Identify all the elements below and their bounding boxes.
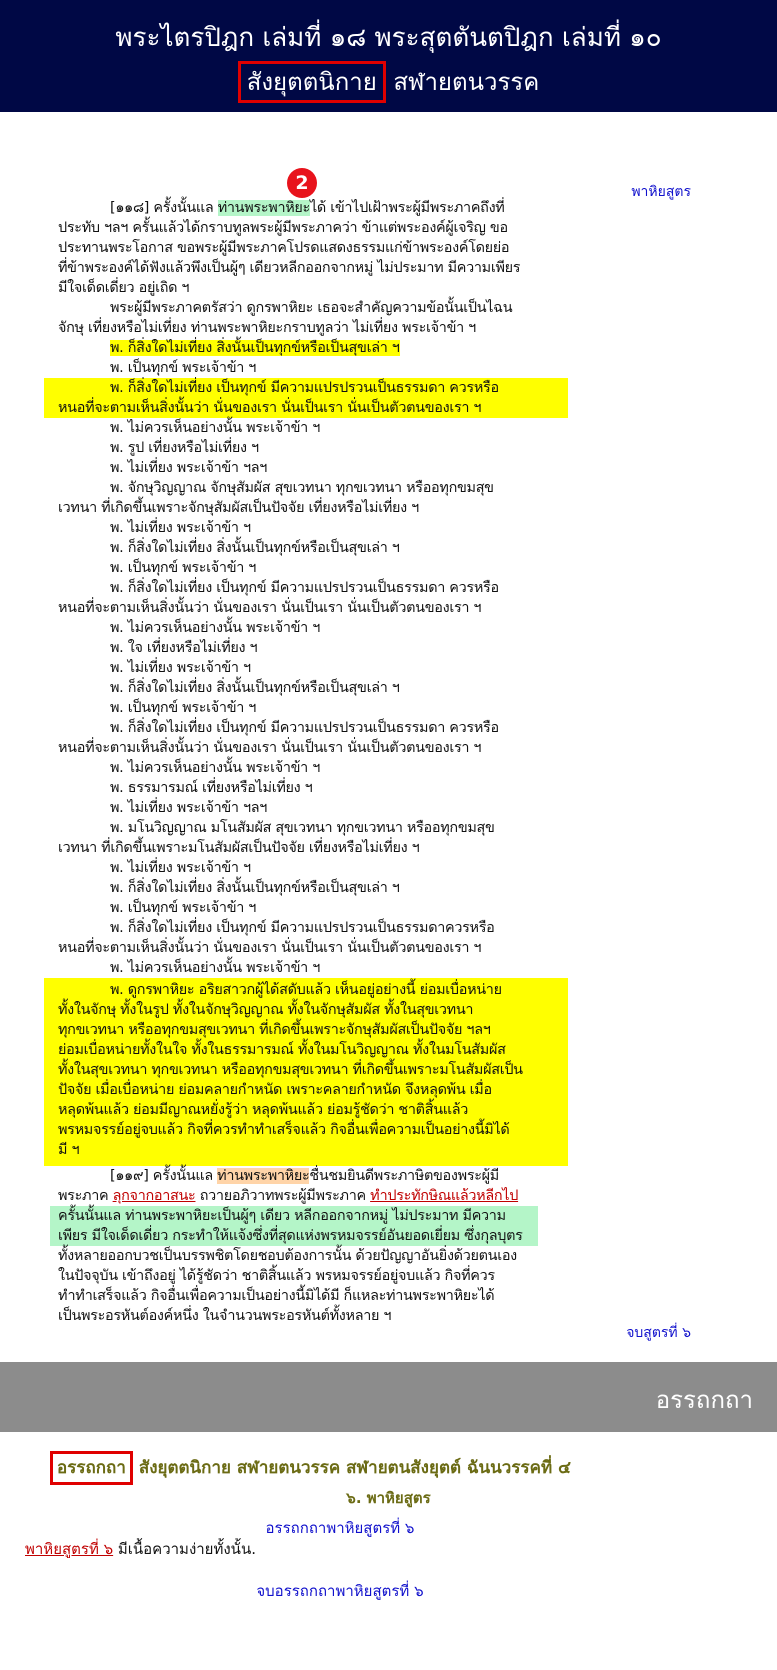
text-line: ครั้นนั้นแล ท่านพระพาหิยะเป็นผู้ๆ เดียว หลีกออกจากหมู่ ไม่ประมาท มีความ bbox=[58, 1208, 506, 1224]
text-line: พ. จักษุวิญญาณ จักษุสัมผัส สุขเวทนา ทุกขเวทนา หรืออทุกขมสุข bbox=[110, 480, 494, 496]
text-line: พ. ใจ เที่ยงหรือไม่เที่ยง ฯ bbox=[110, 640, 258, 656]
atthakatha-bar bbox=[0, 1362, 777, 1432]
vagga-name: สฬายตนวรรค bbox=[385, 68, 540, 96]
text-line: พรหมจรรย์อยู่จบแล้ว กิจที่ควรทำทำเสร็จแล้ว กิจอื่นเพื่อความเป็นอย่างนี้มิได้ bbox=[58, 1122, 510, 1138]
text-line: เพียร มีใจเด็ดเดี่ยว กระทำให้แจ้งซึ่งที่สุดแห่งพรหมจรรย์อันยอดเยี่ยม ซึ่งกุลบุตร bbox=[58, 1228, 523, 1244]
text-line: พ. ไม่เที่ยง พระเจ้าข้า ฯลฯ bbox=[110, 800, 268, 816]
text-line: พ. ไม่ควรเห็นอย่างนั้น พระเจ้าข้า ฯ bbox=[110, 960, 321, 976]
text-line: หนอที่จะตามเห็นสิ่งนั้นว่า นั่นของเรา นั่นเป็นเรา นั่นเป็นตัวตนของเรา ฯ bbox=[58, 740, 482, 756]
text-line: พ. รูป เที่ยงหรือไม่เที่ยง ฯ bbox=[110, 440, 259, 456]
sutta-ref-link[interactable]: พาหิยสูตรที่ ๖ bbox=[25, 1540, 114, 1558]
text-line: พ. ก็สิ่งใดไม่เที่ยง เป็นทุกข์ มีความแปรปรวนเป็นธรรมดา ควรหรือ bbox=[110, 720, 499, 736]
text-line: หนอที่จะตามเห็นสิ่งนั้นว่า นั่นของเรา นั่นเป็นเรา นั่นเป็นตัวตนของเรา ฯ bbox=[58, 600, 482, 616]
atthakatha-highlight-box: อรรถกถา bbox=[50, 1451, 133, 1485]
header-title: พระไตรปิฎก เล่มที่ ๑๘ พระสุตตันตปิฎก เล่มที่ ๑๐ bbox=[115, 23, 662, 53]
text-line: พ. ก็สิ่งใดไม่เที่ยง เป็นทุกข์ มีความแปรปรวนเป็นธรรมดาควรหรือ bbox=[110, 920, 495, 936]
text-line: พ. ไม่เที่ยง พระเจ้าข้า ฯ bbox=[110, 860, 251, 876]
text-line bbox=[58, 338, 538, 358]
text-line: ทั้งหลายออกบวชเป็นบรรพชิตโดยชอบต้องการนั้น ด้วยปัญญาอันยิ่งด้วยตนเอง bbox=[58, 1248, 517, 1264]
text-line: ปัจจัย เมื่อเบื่อหน่าย ย่อมคลายกำหนัด เพราะคลายกำหนัด จึงหลุดพ้น เมื่อ bbox=[58, 1082, 492, 1098]
text-line: พ. เป็นทุกข์ พระเจ้าข้า ฯ bbox=[110, 360, 257, 376]
sutta-body bbox=[58, 198, 538, 1326]
bahiya-highlight: ท่านพระพาหิยะ bbox=[217, 1168, 310, 1184]
text-line: พ. เป็นทุกข์ พระเจ้าข้า ฯ bbox=[110, 900, 257, 916]
text-line: พ. ไม่เที่ยง พระเจ้าข้า ฯ bbox=[110, 660, 251, 676]
atthakatha-line: พาหิยสูตรที่ ๖ มีเนื้อความง่ายทั้งนั้น. bbox=[25, 1540, 256, 1558]
atthakatha-section-link[interactable]: อรรถกถาพาหิยสูตรที่ ๖ bbox=[265, 1519, 415, 1537]
step-badge: 2 bbox=[287, 168, 317, 198]
text-line: ทั้งในสุขเวทนา ทุกขเวทนา หรืออทุกขมสุขเวทนา ที่เกิดขึ้นเพราะมโนสัมผัสเป็น bbox=[58, 1062, 523, 1078]
text-line: มีใจเด็ดเดี่ยว อยู่เถิด ฯ bbox=[58, 280, 190, 296]
text-line: พ. ไม่ควรเห็นอย่างนั้น พระเจ้าข้า ฯ bbox=[110, 420, 321, 436]
text-line: ประทานพระโอกาส ขอพระผู้มีพระภาคโปรดแสดงธรรมแก่ข้าพระองค์โดยย่อ bbox=[58, 240, 510, 256]
text-line: จักษุ เที่ยงหรือไม่เที่ยง ท่านพระพาหิยะกราบทูลว่า ไม่เที่ยง พระเจ้าข้า ฯ bbox=[58, 320, 476, 336]
text-line: พ. ธรรมารมณ์ เที่ยงหรือไม่เที่ยง ฯ bbox=[110, 780, 313, 796]
page-header bbox=[0, 0, 777, 112]
atthakatha-subtitle: ๖. พาหิยสูตร bbox=[346, 1489, 431, 1507]
text-line: พ. เป็นทุกข์ พระเจ้าข้า ฯ bbox=[110, 700, 257, 716]
text-line: ในปัจจุบัน เข้าถึงอยู่ ได้รู้ชัดว่า ชาติสิ้นแล้ว พรหมจรรย์อยู่จบแล้ว กิจที่ควร bbox=[58, 1268, 495, 1284]
text-line: หนอที่จะตามเห็นสิ่งนั้นว่า นั่นของเรา นั่นเป็นเรา นั่นเป็นตัวตนของเรา ฯ bbox=[58, 400, 482, 416]
text-line: พ. ก็สิ่งใดไม่เที่ยง สิ่งนั้นเป็นทุกข์หรือเป็นสุขเล่า ฯ bbox=[110, 680, 400, 696]
underlined-phrase[interactable]: ทำประทักษิณแล้วหลีกไป bbox=[370, 1188, 519, 1204]
attainment-highlight bbox=[50, 1206, 538, 1246]
header-subtitle bbox=[0, 61, 777, 103]
atthakatha-bar-title[interactable]: อรรถกถา bbox=[655, 1386, 753, 1414]
text-line: [๑๑๙] ครั้งนั้นแล ท่านพระพาหิยะชื่นชมยินดีพระภาษิตของพระผู้มี bbox=[110, 1168, 499, 1184]
text-line: ทั้งในจักษุ ทั้งในรูป ทั้งในจักษุวิญญาณ ทั้งในจักษุสัมผัส ทั้งในสุขเวทนา bbox=[58, 1002, 474, 1018]
text-line: พ. ก็สิ่งใดไม่เที่ยง เป็นทุกข์ มีความแปรปรวนเป็นธรรมดา ควรหรือ bbox=[110, 380, 499, 396]
text-line: มี ฯ bbox=[58, 1142, 80, 1158]
text-line: ประทับ ฯลฯ ครั้นแล้วได้กราบทูลพระผู้มีพระภาคว่า ข้าแต่พระองค์ผู้เจริญ ขอ bbox=[58, 220, 508, 236]
text-line: พ. ไม่ควรเห็นอย่างนั้น พระเจ้าข้า ฯ bbox=[110, 620, 321, 636]
text-line: หนอที่จะตามเห็นสิ่งนั้นว่า นั่นของเรา นั่นเป็นเรา นั่นเป็นตัวตนของเรา ฯ bbox=[58, 940, 482, 956]
atthakatha-title: อรรถกถา สังยุตตนิกาย สฬายตนวรรค สฬายตนสังยุตต์ ฉันนวรรคที่ ๔ bbox=[50, 1451, 700, 1485]
end-sutta-link[interactable]: จบสูตรที่ ๖ bbox=[626, 1325, 691, 1341]
text-line: พระผู้มีพระภาคตรัสว่า ดูกรพาหิยะ เธอจะสำคัญความข้อนั้นเป็นไฉน bbox=[110, 300, 513, 316]
text-line: ย่อมเบื่อหน่ายทั้งในใจ ทั้งในธรรมารมณ์ ทั้งในมโนวิญญาณ ทั้งในมโนสัมผัส bbox=[58, 1042, 506, 1058]
text-line: พ. ก็สิ่งใดไม่เที่ยง สิ่งนั้นเป็นทุกข์หรือเป็นสุขเล่า ฯ bbox=[110, 540, 400, 556]
conclusion-highlight bbox=[44, 978, 568, 1166]
text-line: ทุกขเวทนา หรืออทุกขมสุขเวทนา ที่เกิดขึ้นเพราะจักษุสัมผัสเป็นปัจจัย ฯลฯ bbox=[58, 1022, 491, 1038]
nikaya-name[interactable]: สังยุตตนิกาย bbox=[246, 68, 377, 96]
text-line: หลุดพ้นแล้ว ย่อมมีญาณหยั่งรู้ว่า หลุดพ้นแล้ว ย่อมรู้ชัดว่า ชาติสิ้นแล้ว bbox=[58, 1102, 469, 1118]
underlined-phrase[interactable]: ลุกจากอาสนะ bbox=[112, 1188, 196, 1204]
non-self-highlight bbox=[44, 378, 568, 418]
sutta-name-link[interactable]: พาหิยสูตร bbox=[631, 184, 691, 200]
nikaya-highlight-box bbox=[238, 61, 386, 103]
text-line: เวทนา ที่เกิดขึ้นเพราะจักษุสัมผัสเป็นปัจจัย เที่ยงหรือไม่เที่ยง ฯ bbox=[58, 500, 419, 516]
text-line: พระภาค ลุกจากอาสนะ ถวายอภิวาทพระผู้มีพระภาค ทำประทักษิณแล้วหลีกไป bbox=[58, 1188, 519, 1204]
question-highlight: พ. ก็สิ่งใดไม่เที่ยง สิ่งนั้นเป็นทุกข์หรือเป็นสุขเล่า ฯ bbox=[110, 340, 400, 356]
text-line: พ. ไม่เที่ยง พระเจ้าข้า ฯลฯ bbox=[110, 460, 268, 476]
text-line: [๑๑๘] ครั้งนั้นแล ท่านพระพาหิยะได้ เข้าไปเฝ้าพระผู้มีพระภาคถึงที่ bbox=[110, 200, 505, 216]
text-line: พ. มโนวิญญาณ มโนสัมผัส สุขเวทนา ทุกขเวทนา หรืออทุกขมสุข bbox=[110, 820, 495, 836]
text-line: พ. เป็นทุกข์ พระเจ้าข้า ฯ bbox=[110, 560, 257, 576]
text-line: พ. ไม่ควรเห็นอย่างนั้น พระเจ้าข้า ฯ bbox=[110, 760, 321, 776]
text-line: พ. ก็สิ่งใดไม่เที่ยง สิ่งนั้นเป็นทุกข์หรือเป็นสุขเล่า ฯ bbox=[110, 880, 400, 896]
text-line: พ. ไม่เที่ยง พระเจ้าข้า ฯ bbox=[110, 520, 251, 536]
text-line: เวทนา ที่เกิดขึ้นเพราะมโนสัมผัสเป็นปัจจัย เที่ยงหรือไม่เที่ยง ฯ bbox=[58, 840, 420, 856]
text-line: เป็นพระอรหันต์องค์หนึ่ง ในจำนวนพระอรหันต์ทั้งหลาย ฯ bbox=[58, 1308, 392, 1324]
text-line: พ. ดูกรพาหิยะ อริยสาวกผู้ได้สดับแล้ว เห็นอยู่อย่างนี้ ย่อมเบื่อหน่าย bbox=[110, 982, 502, 998]
atthakatha-end-link[interactable]: จบอรรถกถาพาหิยสูตรที่ ๖ bbox=[256, 1582, 424, 1600]
text-line: ทำทำเสร็จแล้ว กิจอื่นเพื่อความเป็นอย่างนี้มิได้มี ก็แหละท่านพระพาหิยะได้ bbox=[58, 1288, 495, 1304]
text-line: ที่ข้าพระองค์ได้ฟังแล้วพึงเป็นผู้ๆ เดียวหลีกออกจากหมู่ ไม่ประมาท มีความเพียร bbox=[58, 260, 521, 276]
text-line: พ. ก็สิ่งใดไม่เที่ยง เป็นทุกข์ มีความแปรปรวนเป็นธรรมดา ควรหรือ bbox=[110, 580, 499, 596]
bahiya-highlight: ท่านพระพาหิยะ bbox=[217, 200, 310, 216]
